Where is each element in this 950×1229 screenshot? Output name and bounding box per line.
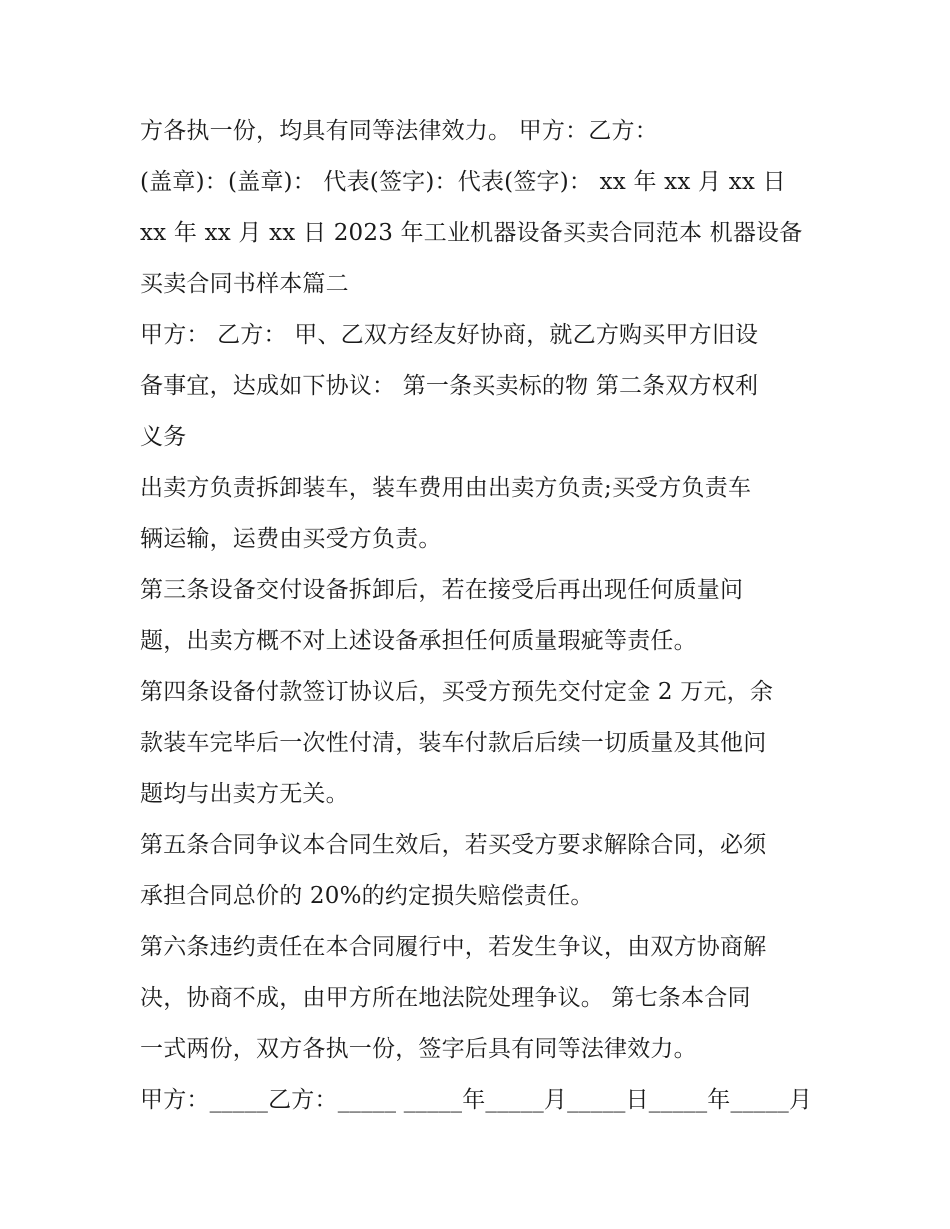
text-line-19: 一式两份，双方各执一份，签字后具有同等法律效力。 [140,1036,697,1062]
text-line-2: (盖章)：(盖章)： 代表(签字)：代表(签字)： xx 年 xx 月 xx 日 [140,169,786,195]
text-line-10: 第三条设备交付设备拆卸后，若在接受后再出现任何质量问 [140,577,744,603]
text-line-16: 承担合同总价的 20%的约定损失赔偿责任。 [140,883,594,909]
contract-text [140,106,820,1126]
text-line-14: 题均与出卖方无关。 [140,781,349,807]
text-line-9: 辆运输，运费由买受方负责。 [140,526,442,552]
text-line-7: 义务 [140,424,187,450]
text-line-5: 甲方： 乙方： 甲、乙双方经友好协商，就乙方购买甲方旧设 [140,322,759,348]
text-line-13: 款装车完毕后一次性付清，装车付款后后续一切质量及其他问 [140,730,767,756]
text-line-20: 甲方：_____乙方：_____ _____年_____月_____日_____年_____月 [140,1087,813,1113]
text-line-17: 第六条违约责任在本合同履行中，若发生争议，由双方协商解 [140,934,767,960]
text-line-15: 第五条合同争议本合同生效后，若买受方要求解除合同，必须 [140,832,767,858]
text-line-8: 出卖方负责拆卸装车，装车费用由出卖方负责;买受方负责车 [140,475,752,501]
text-line-4: 买卖合同书样本篇二 [140,271,349,297]
text-line-6: 备事宜，达成如下协议： 第一条买卖标的物 第二条双方权利 [140,373,759,399]
text-line-12: 第四条设备付款签订协议后，买受方预先交付定金 2 万元，余 [140,679,774,705]
text-line-11: 题，出卖方概不对上述设备承担任何质量瑕疵等责任。 [140,628,697,654]
text-line-3: xx 年 xx 月 xx 日 2023 年工业机器设备买卖合同范本 机器设备 [140,220,803,246]
text-line-1: 方各执一份，均具有同等法律效力。 甲方：乙方： [140,118,658,144]
text-line-18: 决，协商不成，由甲方所在地法院处理争议。 第七条本合同 [140,985,751,1011]
